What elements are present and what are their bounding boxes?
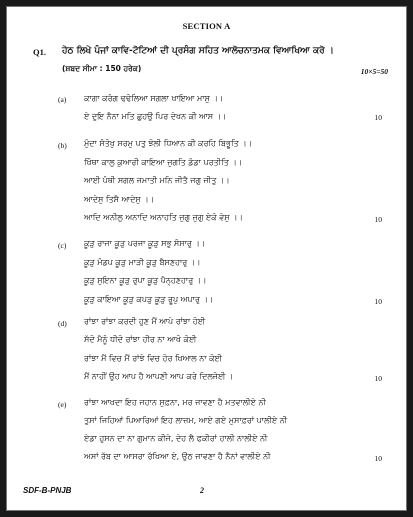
part-b-line-4: ਆਦੇਸੁ ਤਿਸੈ ਆਦੇਸੁ ।। <box>84 195 155 204</box>
total-marks: 10×5=50 <box>360 67 388 76</box>
part-b-line-1: ਮੁੰਦਾ ਸੰਤੋਖੁ ਸਰਮੁ ਪਤੁ ਝੋਲੀ ਧਿਆਨ ਕੀ ਕਰਹਿ ਬਿਭੂਤਿ ।। <box>84 139 252 148</box>
part-c-line-4: ਕੂੜੁ ਕਾਇਆ ਕੂੜੁ ਕਪੜੁ ਕੂੜੁ ਰੂਪੁ ਅਪਾਰੁ ।। <box>84 295 214 304</box>
part-c-label: (c) <box>58 241 67 250</box>
question-text: ਹੇਠ ਲਿਖੇ ਪੰਜਾਂ ਕਾਵਿ-ਟੋਟਿਆਂ ਦੀ ਪ੍ਰਸੰਗ ਸਹਿਤ ਆਲੋਚਨਾਤਮਕ ਵਿਆਖਿਆ ਕਰੋ । <box>62 46 334 56</box>
part-d-marks: 10 <box>374 374 382 383</box>
part-d-label: (d) <box>58 319 67 328</box>
part-e-label: (e) <box>58 400 67 409</box>
part-e-line-1: ਰਾਂਝਾ ਆਖਦਾ ਇਹ ਜਹਾਨ ਸੁਫ਼ਨਾ, ਮਰ ਜਾਵਣਾ ਹੈ ਮਤਵਾਲੀਏ ਨੀ <box>84 398 266 407</box>
word-limit: (ਸ਼ਬਦ ਸੀਮਾ : 150 ਹਰੇਕ) <box>62 64 142 73</box>
part-b-marks: 10 <box>374 215 382 224</box>
part-e-marks: 10 <box>374 454 382 463</box>
part-d-line-1: ਰਾਂਝਾ ਰਾਂਝਾ ਕਰਦੀ ਹੁਣ ਮੈਂ ਆਪੇ ਰਾਂਝਾ ਹੋਈ <box>84 317 206 326</box>
part-e-line-3: ਏਡਾ ਹੁਸਨ ਦਾ ਨਾ ਗੁਮਾਨ ਕੀਜੇ, ਦੇਹ ਲੈ ਫਕੀਰਾਂ ਹਾਲੀ ਨਾਲੀਏ ਨੀ <box>84 434 268 443</box>
exam-page <box>6 6 407 511</box>
part-e-line-2: ਤੁਸਾਂ ਜਿਹਿਆਂ ਪਿਆਰਿਆਂ ਇਹ ਲਾਜ਼ਮ, ਆਏ ਗਏ ਮੁਸਾਫ਼ਰਾਂ ਪਾਲੀਏ ਨੀ <box>84 416 288 425</box>
part-a-label: (a) <box>58 95 67 104</box>
part-d-line-4: ਮੈਂ ਨਾਹੀਂ ਉਹ ਆਪ ਹੈ ਆਪਣੀ ਆਪ ਕਰੇ ਦਿਲਜੋਈ । <box>84 372 234 381</box>
part-c-marks: 10 <box>374 297 382 306</box>
part-d-line-2: ਸੱਦੋ ਮੈਨੂੰ ਧੀਦੋ ਰਾਂਝਾ ਹੀਰ ਨਾ ਆਖੋ ਕੋਈ <box>84 335 197 344</box>
part-d-line-3: ਰਾਂਝਾ ਮੈਂ ਵਿਚ ਮੈਂ ਰਾਂਝੇ ਵਿਚ ਹੋਰ ਖਿਆਲ ਨਾ ਕੋਈ <box>84 354 222 363</box>
part-b-line-2: ਖਿੰਥਾ ਕਾਲੁ ਕੁਆਰੀ ਕਾਇਆ ਜੁਗਤਿ ਡੰਡਾ ਪਰਤੀਤਿ ।। <box>84 158 243 167</box>
part-c-line-2: ਕੂੜੁ ਮੰਡਪ ਕੂੜੁ ਮਾੜੀ ਕੂੜੁ ਬੈਸਣਹਾਰੁ ।। <box>84 258 201 267</box>
part-b-line-5: ਆਦਿ ਅਨੀਲੁ ਅਨਾਦਿ ਅਨਾਹਤਿ ਜੁਗੁ ਜੁਗੁ ਏਕੋ ਵੇਸੁ ।। <box>84 213 243 222</box>
part-a-marks: 10 <box>374 113 382 122</box>
part-a-line-2: ਏ ਦੁਇ ਨੈਨਾ ਮਤਿ ਛੁਹਉ ਪਿਰ ਦੇਖਨ ਕੀ ਆਸ ।। <box>84 112 227 121</box>
part-e-line-4: ਅਸਾਂ ਰੱਬ ਦਾ ਆਸਰਾ ਰੱਖਿਆ ਏ, ਉਠ ਜਾਵਣਾ ਹੈ ਨੈਨਾਂ ਵਾਲੀਏ ਨੀ <box>84 452 271 461</box>
part-a-line-1: ਕਾਗਾ ਕਰੰਗ ਢਢੋਲਿਆ ਸਗਲਾ ਖਾਇਆ ਮਾਸੁ ।। <box>84 94 224 103</box>
part-c-line-3: ਕੂੜੁ ਸੁਇਨਾ ਕੂੜੁ ਰੁਪਾ ਕੂੜੁ ਪੈਨ੍ਹਣਹਾਰੁ ।। <box>84 276 207 285</box>
part-b-line-3: ਆਈ ਪੰਥੀ ਸਗਲ ਜਮਾਤੀ ਮਨਿ ਜੀਤੈ ਜਗੁ ਜੀਤੁ ।। <box>84 176 230 185</box>
question-number: Q1. <box>33 47 46 57</box>
paper-code: SDF-B-PNJB <box>23 486 72 495</box>
section-heading: SECTION A <box>182 21 231 31</box>
part-b-label: (b) <box>58 141 67 150</box>
page-number: 2 <box>200 486 204 495</box>
part-c-line-1: ਕੂੜੁ ਰਾਜਾ ਕੂੜੁ ਪਰਜਾ ਕੂੜੁ ਸਭੁ ਸੰਸਾਰੁ ।। <box>84 239 206 248</box>
